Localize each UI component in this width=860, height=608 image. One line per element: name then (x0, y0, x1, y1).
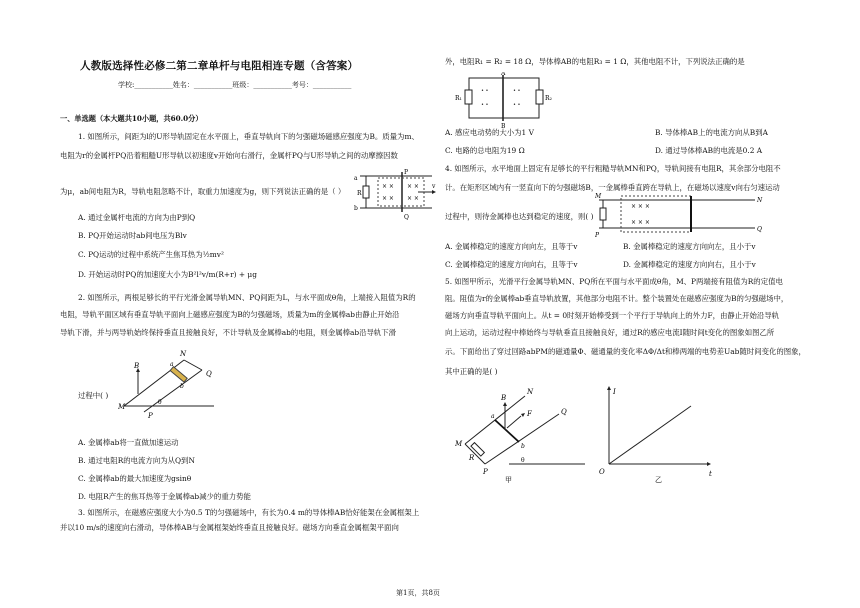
svg-text:R: R (469, 454, 475, 462)
q3-frame-figure (455, 72, 553, 128)
q1-option-c: C. PQ运动的过程中系统产生焦耳热为½mv² (78, 250, 224, 259)
q4-option-b: B. 金属棒稳定的速度方向向左，且小于v (623, 242, 756, 251)
q3-option-d: D. 通过导体棒AB的电流是0.2 A (655, 146, 763, 155)
q3-option-b: B. 导体棒AB上的电流方向从B到A (655, 128, 768, 137)
q5-label-yi: 乙 (655, 476, 662, 484)
page-footer: 第1页，共8页 (396, 589, 440, 597)
svg-text:× × ×: × × × (631, 219, 650, 226)
q2-option-c: C. 金属棒ab的最大加速度为gsinθ (78, 474, 192, 483)
svg-text:a: a (491, 413, 495, 420)
svg-text:θ: θ (158, 399, 162, 406)
svg-text:R₁: R₁ (455, 95, 462, 102)
svg-text:I: I (613, 388, 616, 396)
svg-text:× × ×: × × × (631, 203, 650, 210)
q1-option-a: A. 通过金属杆电流的方向为由P到Q (78, 213, 196, 222)
svg-text:b: b (180, 383, 184, 390)
svg-text:O: O (599, 468, 605, 476)
q5-line3: 磁场方向垂直导轨平面向上。从t = 0时刻开始棒受到一个平行于导轨向上的外力F，由静止开始沿导轨 (445, 311, 780, 320)
svg-text:F: F (527, 410, 532, 418)
svg-text:P: P (148, 412, 153, 418)
q3-option-c: C. 电路的总电阻为19 Ω (445, 146, 525, 155)
svg-text:A: A (501, 72, 506, 77)
q2-incline-figure (118, 342, 218, 418)
svg-text:t: t (709, 470, 712, 478)
student-info-line: 学校:___________姓名：___________班级：___________考号：___________ (118, 81, 352, 89)
q1-circuit-figure (352, 168, 440, 220)
svg-text:× ×: × × (407, 195, 419, 202)
svg-text:R₂: R₂ (545, 95, 552, 102)
q3-option-a: A. 感应电动势的大小为1 V (445, 128, 534, 137)
svg-text:R: R (357, 190, 362, 197)
svg-text:× ×: × × (382, 183, 394, 190)
svg-text:P: P (404, 169, 409, 176)
q4-line3: 过程中，则待金属棒也达到稳定的速度，则( ) (445, 212, 594, 221)
q1-line3: 为μ，ab间电阻为R，导轨电阻忽略不计，取重力加速度为g，则下列说法正确的是（ ） (60, 187, 346, 196)
svg-text:× ×: × × (407, 183, 419, 190)
q5-line2: 阻。阻值为r的金属棒ab垂直导轨放置，其他部分电阻不计。整个装置处在磁感应强度为B的匀强磁场中， (445, 294, 789, 303)
right-column (445, 0, 825, 600)
q2-line3: 导轨下滑，并与两导轨始终保持垂直且接触良好，不计导轨及金属棒ab的电阻，则金属棒ab沿导轨下滑 (60, 328, 397, 337)
svg-text:• •: • • (513, 102, 521, 108)
svg-text:a: a (170, 361, 174, 368)
q4-line2: 计。在矩形区域内有一竖直向下的匀强磁场B，一金属棒垂直跨在导轨上，在磁场以速度v向右匀速运动 (445, 183, 780, 192)
svg-text:Q: Q (561, 408, 567, 416)
svg-text:• •: • • (513, 88, 521, 94)
q3-line3: 外，电阻R₁ = R₂ = 18 Ω，导体棒AB的电阻R₃ = 1 Ω，其他电阻不计，下列说法正确的是 (445, 57, 745, 66)
q4-option-d: D. 金属棒稳定的速度方向向右，且小于v (623, 260, 756, 269)
svg-text:b: b (521, 443, 525, 450)
svg-text:θ: θ (521, 457, 525, 464)
q4-option-a: A. 金属棒稳定的速度方向向左，且等于v (445, 242, 578, 251)
paper-title: 人教版选择性必修二第二章单杆与电阻相连专题（含答案） (80, 60, 359, 72)
q2-line4: 过程中( ) (78, 391, 109, 400)
q2-line1: 2. 如图所示，两根足够长的平行光滑金属导轨MN、PQ间距为L，与水平面成θ角，上端接入阻值为R的 (78, 293, 416, 302)
svg-text:B: B (501, 123, 506, 128)
svg-text:P: P (483, 468, 488, 476)
q5-figure-jia (455, 384, 590, 488)
svg-text:M: M (455, 440, 463, 448)
q5-figure-yi (595, 384, 715, 488)
q2-option-b: B. 通过电阻R的电流方向为从Q到N (78, 456, 195, 465)
svg-text:• •: • • (481, 88, 489, 94)
svg-text:Q: Q (206, 370, 212, 378)
q4-line1: 4. 如图所示，水平地面上固定有足够长的平行粗糙导轨MN和PQ，导轨间接有电阻R，其余部分电阻不 (445, 164, 781, 173)
left-column (60, 0, 440, 600)
svg-text:v: v (432, 183, 436, 190)
q1-line1: 1. 如图所示，间距为l的U形导轨固定在水平面上，垂直导轨向下的匀强磁场磁感应强度为B。质量为m、 (78, 132, 419, 141)
svg-text:M: M (118, 403, 126, 411)
q2-line2: 电阻，导轨平面区域有垂直导轨平面向上磁感应强度为B的匀强磁场，质量为m的金属棒ab由静止开始沿 (60, 310, 400, 319)
svg-text:b: b (354, 205, 358, 212)
q3-line2: 并以10 m/s的速度向右滑动，导体棒AB与金属框架始终垂直且接触良好。磁场方向垂直金属框架平面向 (60, 523, 399, 532)
svg-text:B: B (501, 394, 507, 402)
svg-text:P: P (595, 232, 600, 239)
svg-text:B: B (134, 362, 140, 370)
svg-text:Q: Q (404, 214, 409, 220)
section-heading: 一、单选题（本大题共10小题，共60.0分） (60, 114, 203, 123)
svg-text:N: N (527, 388, 534, 396)
q3-line1: 3. 如图所示，在磁感应强度大小为0.5 T的匀强磁场中，有长为0.4 m的导体棒AB恰好能架在金属框架上 (78, 508, 420, 517)
svg-text:a: a (354, 175, 358, 182)
svg-text:M: M (595, 193, 602, 200)
q1-option-b: B. PQ开始运动时ab间电压为Blv (78, 231, 187, 240)
q4-option-c: C. 金属棒稳定的速度方向向右，且等于v (445, 260, 578, 269)
q5-line5: 示。下面给出了穿过回路abPM的磁通量Φ、磁通量的变化率ΔΦ/Δt和棒两端的电势差Uab随时间变化的图象， (445, 347, 806, 356)
svg-text:N: N (757, 197, 763, 204)
svg-text:N: N (180, 350, 187, 358)
q1-line2: 电阻为r的金属杆PQ沿着粗糙U形导轨以初速度v开始向右滑行，金属杆PQ与U形导轨之间的动摩擦因数 (60, 151, 398, 160)
q5-line1: 5. 如图甲所示，光滑平行金属导轨MN、PQ所在平面与水平面成θ角，M、P两端接有阻值为R的定值电 (445, 277, 783, 286)
q2-option-d: D. 电阻R产生的焦耳热等于金属棒ab减少的重力势能 (78, 492, 251, 501)
svg-text:• •: • • (481, 102, 489, 108)
q2-option-a: A. 金属棒ab将一直做加速运动 (78, 438, 179, 447)
svg-text:Q: Q (757, 226, 762, 233)
q5-line4: 向上运动，运动过程中棒始终与导轨垂直且接触良好，通过R的感应电流I随时间t变化的图象如图乙所 (445, 328, 775, 337)
q4-rail-figure (595, 190, 765, 240)
svg-text:× ×: × × (382, 195, 394, 202)
q5-label-jia: 甲 (505, 476, 512, 484)
q1-option-d: D. 开始运动时PQ的加速度大小为B²l²v/m(R+r) + μg (78, 270, 257, 279)
q5-line6: 其中正确的是( ) (445, 367, 498, 376)
